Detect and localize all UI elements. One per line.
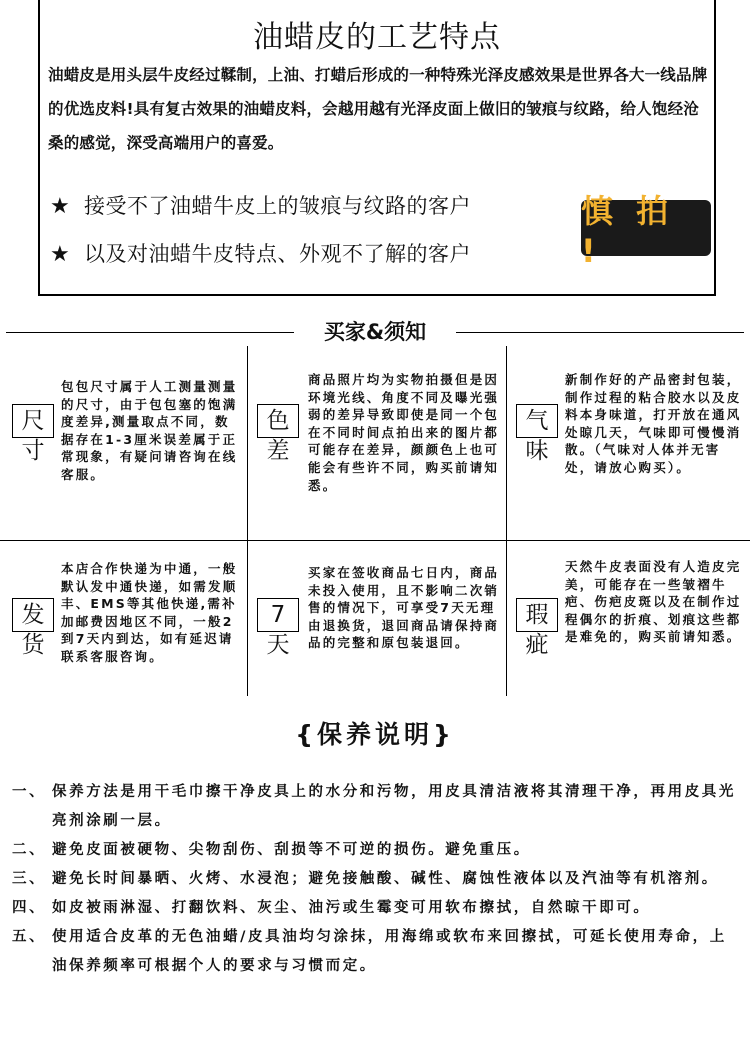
label-char: 货 [21,632,45,658]
notice-heading [0,314,750,350]
label-char: 差 [266,438,290,464]
star-line-2-text: 以及对油蜡牛皮特点、外观不了解的客户 [84,242,471,266]
cell-text-smell: 新制作好的产品密封包装，制作过程的粘合胶水以及皮料本身味道，打开放在通风处晾几天，气味即可慢慢消散。（气味对人体并无害处，请放心购买）。 [565,372,742,475]
care-item-number: 五、 [12,929,47,945]
label-frame [12,404,54,438]
label-char: 瑕 [525,602,549,628]
feature-box [38,0,716,296]
label-size [12,404,54,496]
label-frame [516,404,558,438]
heading-divider-right [456,332,744,333]
care-list [12,778,742,981]
label-shipping [12,598,54,690]
care-item-number: 二、 [12,842,47,858]
care-item-text: 保养方法是用干毛巾擦干净皮具上的水分和污物，用皮具清洁液将其清理干净，再用皮具光亮剂涂刷一层。 [52,784,736,829]
feature-paragraph: 油蜡皮是用头层牛皮经过鞣制，上油、打蜡后形成的一种特殊光泽皮感效果是世界各大一线品牌的优选皮料!具有复古效果的油蜡皮料，会越用越有光泽皮面上做旧的皱痕与纹路，给人饱经沧桑的感觉，深受高端用户的喜爱。 [48,66,708,152]
star-line-1 [50,190,471,220]
star-line-2 [50,238,471,268]
cell-text-size: 包包尺寸属于人工测量测量的尺寸，由于包包塞的饱满度差异,测量取点不同，数据存在1-3厘米误差属于正常现象，有疑问请咨询在线客服。 [61,379,238,482]
care-item [12,923,742,981]
care-item-number: 一、 [12,784,47,800]
care-item-number: 四、 [12,900,47,916]
care-item-text: 如皮被雨淋湿、打翻饮料、灰尘、油污或生霉变可用软布擦拭，自然晾干即可。 [52,900,651,916]
cell-text-seven-days: 买家在签收商品七日内，商品未投入使用，且不影响二次销售的情况下，可享受7天无理由退换货，退回商品请保持商品的完整和原包装退回。 [308,565,500,651]
label-char: 7 [270,602,286,628]
label-smell [516,404,558,496]
label-char: 发 [21,602,45,628]
star-line-1-text: 接受不了油蜡牛皮上的皱痕与纹路的客户 [84,194,471,218]
label-seven-days [257,598,299,690]
cell-text-shipping: 本店合作快递为中通，一般默认发中通快递，如需发顺丰、EMS等其他快递,需补加邮费因地区不同，一般2到7天内到达，如有延迟请联系客服咨询。 [61,561,238,664]
care-item-text: 避免皮面被硬物、尖物刮伤、刮损等不可逆的损伤。避免重压。 [52,842,531,858]
heading-divider-left [6,332,294,333]
label-char: 天 [266,632,290,658]
star-icon: ★ [50,242,71,267]
warning-badge: 慎 拍 ! [581,200,711,256]
care-item [12,778,742,836]
grid-divider [0,540,750,541]
notice-title: 买家&须知 [323,320,427,344]
star-icon: ★ [50,194,71,219]
care-item [12,865,742,894]
cell-text-color: 商品照片均为实物拍摄但是因环境光线、角度不同及曝光强弱的差异导致即使是同一个包在不同时间点拍出来的图片都可能存在差异，颜颜色上也可能会有些许不同，购买前请知悉。 [308,372,500,493]
care-item-number: 三、 [12,871,47,887]
grid-divider [247,346,248,696]
care-item-text: 使用适合皮革的无色油蜡/皮具油均匀涂抹，用海绵或软布来回擦拭，可延长使用寿命，上油保养频率可根据个人的要求与习惯而定。 [52,929,727,974]
label-frame [257,404,299,438]
label-char: 疵 [525,632,549,658]
label-char: 尺 [21,408,45,434]
feature-title: 油蜡皮的工艺特点 [253,20,501,55]
label-color [257,404,299,496]
label-frame [257,598,299,632]
care-item [12,894,742,923]
label-frame [516,598,558,632]
label-frame [12,598,54,632]
label-char: 色 [266,408,290,434]
label-char: 气 [525,408,549,434]
label-char: 味 [525,438,549,464]
grid-divider [506,346,507,696]
cell-text-flaw: 天然牛皮表面没有人造皮完美，可能存在一些皱褶牛疤、伤疤皮斑以及在制作过程偶尔的折痕、划痕这些都是难免的，购买前请知悉。 [565,559,742,645]
care-title: {保养说明} [295,720,455,749]
label-flaw [516,598,558,690]
label-char: 寸 [21,438,45,464]
care-item-text: 避免长时间暴晒、火烤、水浸泡；避免接触酸、碱性、腐蚀性液体以及汽油等有机溶剂。 [52,871,719,887]
care-item [12,836,742,865]
